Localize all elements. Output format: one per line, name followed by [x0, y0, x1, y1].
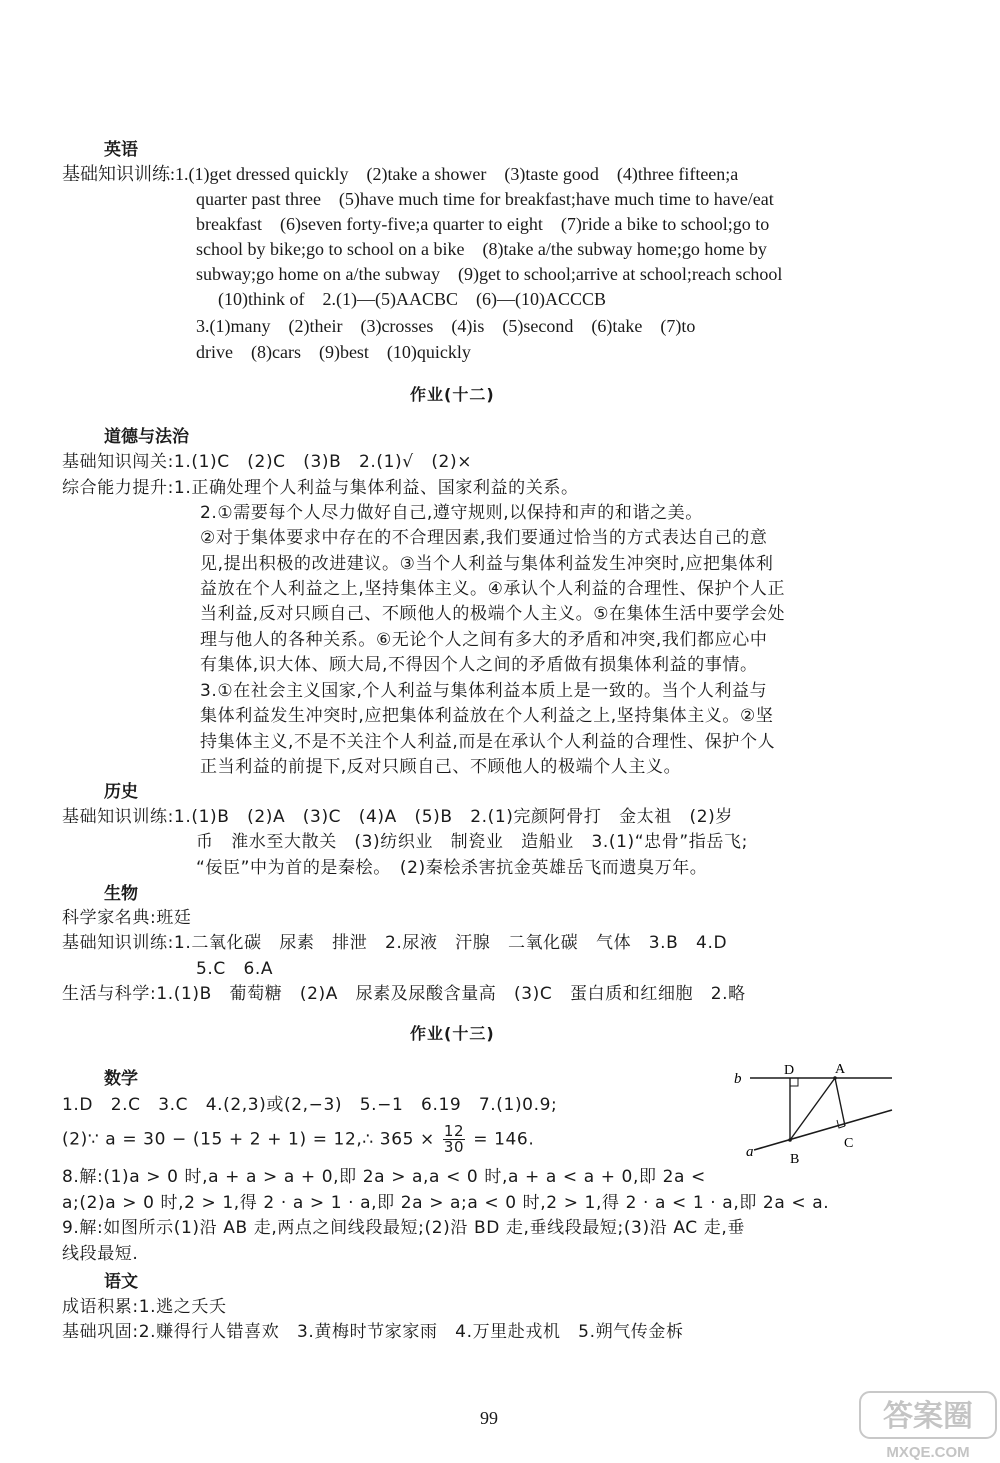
math-line-5: 9.解:如图所示(1)沿 AB 走,两点之间线段最短;(2)沿 BD 走,垂线段最短;(3)沿 AC 走,垂 [62, 1218, 745, 1238]
chinese-line-2: 基础巩固:2.赚得行人错喜欢 3.黄梅时节家家雨 4.万里赴戎机 5.朔气传金柝 [62, 1322, 684, 1342]
history-heading: 历史 [104, 782, 138, 802]
ethics-line-9: 有集体,识大体、顾大局,不得因个人之间的矛盾做有损集体利益的事情。 [200, 655, 758, 675]
ethics-line-13: 正当利益的前提下,反对只顾自己、不顾他人的极端个人主义。 [200, 757, 682, 777]
line-a [754, 1110, 892, 1150]
math-line-6: 线段最短. [62, 1244, 139, 1264]
page-number: 99 [480, 1408, 498, 1428]
hw13-title: 作业(十三) [410, 1024, 495, 1043]
label-b-point: B [790, 1152, 800, 1167]
english-line-2: quarter past three (5)have much time for breakfast;have much time to have/eat [196, 189, 774, 209]
english-line-4: school by bike;go to school on a bike (8)take a/the subway home;go home by [196, 239, 767, 259]
fraction [443, 1124, 465, 1155]
fraction-denominator: 30 [443, 1138, 465, 1156]
label-c: C [844, 1136, 854, 1151]
math-line-1: 1.D 2.C 3.C 4.(2,3)或(2,−3) 5.−1 6.19 7.(1)0.9; [62, 1095, 558, 1115]
english-line-3: breakfast (6)seven forty-five;a quarter to eight (7)ride a bike to school;go to [196, 214, 770, 234]
hw12-title: 作业(十二) [410, 385, 495, 404]
segment-ab [790, 1078, 835, 1140]
ethics-line-5: 见,提出积极的改进建议。③当个人利益与集体利益发生冲突时,应把集体利 [200, 554, 774, 574]
ethics-line-1: 基础知识闯关:1.(1)C (2)C (3)B 2.(1)√ (2)× [62, 452, 473, 472]
math-line-3: 8.解:(1)a > 0 时,a + a > a + 0,即 2a > a,a < 0 时,a + a < a + 0,即 2a < [62, 1167, 706, 1187]
biology-line-4: 生活与科学:1.(1)B 葡萄糖 (2)A 尿素及尿酸含量高 (3)C 蛋白质和红细胞 2.略 [62, 984, 746, 1004]
watermark-text: 答案圈 [883, 1399, 973, 1434]
label-a-line: a [746, 1144, 754, 1160]
right-angle-mark-d [790, 1078, 798, 1086]
fraction-numerator: 12 [443, 1122, 465, 1140]
ethics-line-2: 综合能力提升:1.正确处理个人利益与集体利益、国家利益的关系。 [62, 478, 579, 498]
ethics-line-12: 持集体主义,不是不关注个人利益,而是在承认个人利益的合理性、保护个人 [200, 732, 776, 752]
watermark-site: MXQE.COM [886, 1444, 970, 1461]
history-line-3: “佞臣”中为首的是秦桧。 (2)秦桧杀害抗金英雄岳飞而遗臭万年。 [196, 858, 708, 878]
ethics-line-10: 3.①在社会主义国家,个人利益与集体利益本质上是一致的。当个人利益与 [200, 681, 768, 701]
ethics-line-3: 2.①需要每个人尽力做好自己,遵守规则,以保持和声的和谐之美。 [200, 503, 703, 523]
english-line-5: subway;go home on a/the subway (9)get to school;arrive at school;reach school [196, 264, 783, 284]
math-line-4: a;(2)a > 0 时,2 > 1,得 2 · a > 1 · a,即 2a > a;a < 0 时,2 > 1,得 2 · a < 1 · a,即 2a < a. [62, 1193, 830, 1213]
ethics-line-8: 理与他人的各种关系。⑥无论个人之间有多大的矛盾和冲突,我们都应心中 [200, 630, 768, 650]
ethics-heading: 道德与法治 [104, 427, 189, 447]
english-line-7: 3.(1)many (2)their (3)crosses (4)is (5)second (6)take (7)to [196, 316, 696, 336]
math-heading: 数学 [104, 1069, 138, 1089]
biology-line-1: 科学家名典:班廷 [62, 908, 192, 928]
math-line-2-pre: (2)∵ a = 30 − (15 + 2 + 1) = 12,∴ 365 × [62, 1129, 435, 1150]
math-line-2-post: = 146. [473, 1129, 535, 1150]
math-line-2 [62, 1124, 534, 1155]
ethics-line-6: 益放在个人利益之上,坚持集体主义。④承认个人利益的合理性、保护个人正 [200, 579, 786, 599]
label-d: D [784, 1063, 795, 1078]
chinese-line-1: 成语积累:1.逃之夭夭 [62, 1297, 227, 1317]
biology-line-3: 5.C 6.A [196, 959, 274, 979]
watermark-logo [858, 1390, 998, 1462]
ethics-line-7: 当利益,反对只顾自己、不顾他人的极端个人主义。⑤在集体生活中要学会处 [200, 604, 786, 624]
point-b [788, 1138, 792, 1142]
ethics-line-4: ②对于集体要求中存在的不合理因素,我们要通过恰当的方式表达自己的意 [200, 528, 768, 548]
label-b-line: b [734, 1071, 742, 1087]
label-a-point: A [835, 1062, 846, 1077]
biology-heading: 生物 [104, 884, 138, 904]
english-line-8: drive (8)cars (9)best (10)quickly [196, 342, 471, 362]
segment-ac [835, 1078, 845, 1126]
english-line-6: (10)think of 2.(1)—(5)AACBC (6)—(10)ACCCB [218, 289, 606, 309]
english-heading: 英语 [104, 140, 138, 160]
ethics-line-11: 集体利益发生冲突时,应把集体利益放在个人利益之上,坚持集体主义。②坚 [200, 706, 774, 726]
history-line-2: 币 淮水至大散关 (3)纺织业 制瓷业 造船业 3.(1)“忠骨”指岳飞; [196, 832, 748, 852]
history-line-1: 基础知识训练:1.(1)B (2)A (3)C (4)A (5)B 2.(1)完颜阿骨打 金太祖 (2)岁 [62, 807, 733, 827]
biology-line-2: 基础知识训练:1.二氧化碳 尿素 排泄 2.尿液 汗腺 二氧化碳 气体 3.B 4.D [62, 933, 728, 953]
geometry-figure [732, 1060, 902, 1170]
english-line-1: 基础知识训练:1.(1)get dressed quickly (2)take a shower (3)taste good (4)three fifteen;a [62, 164, 739, 184]
chinese-heading: 语文 [104, 1272, 138, 1292]
